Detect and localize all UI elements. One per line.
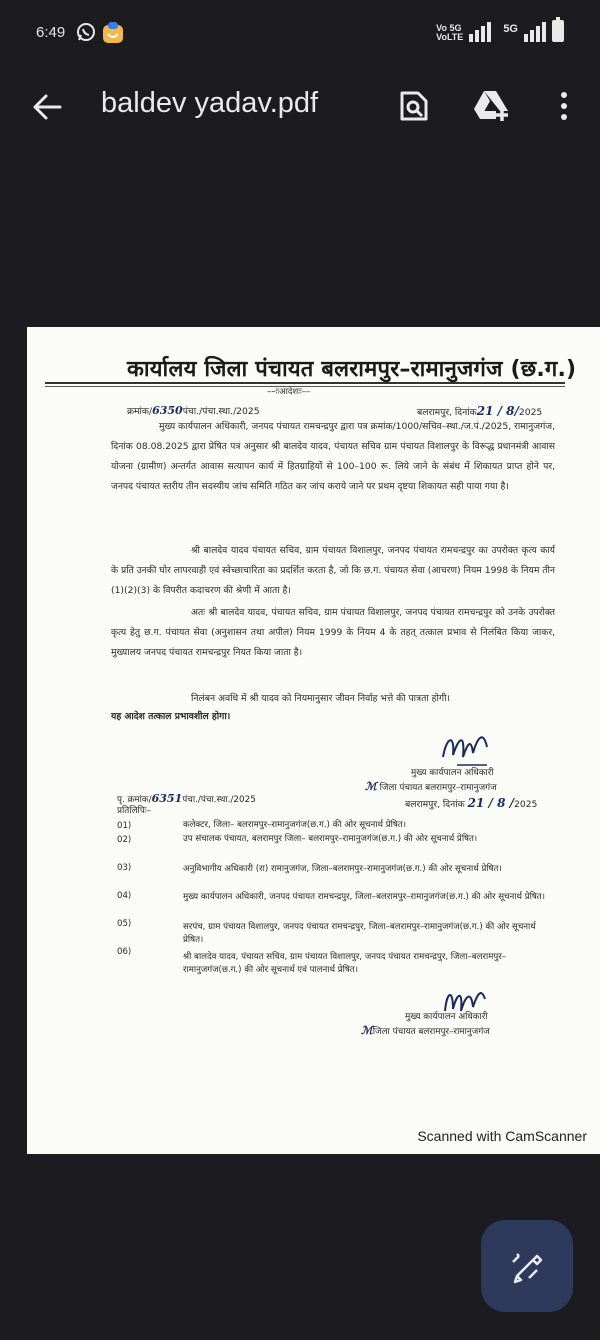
copy-item-6: श्री बालदेव यादव, पंचायत सचिव, ग्राम पंचायत विशालपुर, जनपद पंचायत रामचन्द्रपुर, जिला–बलरामपुर–रामानुजगंज(छ.ग.) की ओर सूचनार्थ एवं पालनार्थ प्रेषित। xyxy=(183,952,507,975)
signatory-office-1: ℳ जिला पंचायत बलरामपुर–रामानुजगंज xyxy=(365,780,497,793)
back-arrow-icon[interactable] xyxy=(30,90,64,124)
document-heading: कार्यालय जिला पंचायत बलरामपुर–रामानुजगंज (छ.ग.) xyxy=(127,357,577,382)
paragraph-1: मुख्य कार्यपालन अधिकारी, जनपद पंचायत रामचन्द्रपुर द्वारा पत्र क्रमांक/1000/सचिव–स्था./ज.पं./2025, रामानुजगंज, दिनांक 08.08.2025 द्वारा प्रेषित पत्र अनुसार श्री बालदेव यादव, पंचायत सचिव ग्राम पंचायत विशालपुर के विरूद्ध प्रधानमंत्री आवास योजना (ग्रामीण) अन्तर्गत आवास सत्यापन कार्य में हितग्राहियों से 100–100 रू. लिये जाने के संबंध में शिकायत प्राप्त होने पर, जनपद पंचायत स्तरीय तीन सदस्यीय जांच समिति गठित कर जांच कराये जाने पर प्रथम दृष्टया शिकायत सही पाया गया है। xyxy=(111,421,555,492)
copy-num-3: 03) xyxy=(117,863,132,873)
copy-item-3: अनुविभागीय अधिकारी (रा) रामानुजगंज, जिला–बलरामपुर–रामानुजगंज(छ.ग.) की ओर सूचनार्थ प्रेषित। xyxy=(183,864,502,874)
signatory-title-1: मुख्य कार्यपालन अधिकारी xyxy=(411,768,494,778)
camscanner-watermark: Scanned with CamScanner xyxy=(417,1128,587,1144)
document-title: baldev yadav.pdf xyxy=(101,87,319,119)
copy-item-5: सरपंच, ग्राम पंचायत विशालपुर, जनपद पंचायत रामचन्द्रपुर, जिला–बलरामपुर–रामानुजगंज(छ.ग.) की ओर सूचनार्थ प्रेषित। xyxy=(183,922,536,945)
status-bar xyxy=(0,0,600,70)
copy-num-2: 02) xyxy=(117,835,132,845)
copy-item-1: कलेक्टर, जिला– बलरामपुर–रामानुजगंज(छ.ग.) की ओर सूचनार्थ प्रेषित। xyxy=(183,820,406,830)
signatory-office-2: ℳजिला पंचायत बलरामपुर–रामानुजगंज xyxy=(361,1024,490,1037)
add-to-drive-icon[interactable] xyxy=(472,86,512,126)
paragraph-2: श्री बालदेव यादव पंचायत सचिव, ग्राम पंचायत विशालपुर, जनपद पंचायत रामचन्द्रपुर का उपरोक्त कृत्य कार्य के प्रति उनकी घोर लापरवाही एवं स्वेच्छाचारिता का प्रदर्शित करता है, जो कि छ.ग. पंचायत सेवा (आचरण) नियम 1998 के नियम तीन (1)(2)(3) के विपरीत कदाचरण की श्रेणी में आता है। xyxy=(111,545,555,596)
place-date: बलरामपुर, दिनांक21 / 8/2025 xyxy=(417,404,543,418)
signal-bars-sim1-icon xyxy=(469,22,491,42)
app-notification-icon xyxy=(102,22,124,48)
search-document-icon[interactable] xyxy=(394,86,434,126)
edit-fab-button[interactable] xyxy=(481,1220,573,1312)
order-label: ––ःःआदेशःः–– xyxy=(267,387,311,397)
copy-num-5: 05) xyxy=(117,919,132,929)
status-time: 6:49 xyxy=(36,24,66,41)
signal-bars-sim2-icon xyxy=(524,22,546,42)
network-indicators xyxy=(436,20,564,42)
signatory-date-1: बलरामपुर, दिनांक 21 / 8 /2025 xyxy=(405,796,538,810)
network-label: Vo 5G VoLTE xyxy=(436,23,464,42)
copy-item-4: मुख्य कार्यपालन अधिकारी, जनपद पंचायत रामचन्द्रपुर, जिला–बलरामपुर–रामानुजगंज(छ.ग.) की ओर सूचनार्थ प्रेषित। xyxy=(183,892,545,902)
copy-num-6: 06) xyxy=(117,947,132,957)
app-bar xyxy=(0,70,600,142)
battery-icon xyxy=(552,20,564,42)
paragraph-3: अतः श्री बालदेव यादव, पंचायत सचिव, ग्राम पंचायत विशालपुर, जनपद पंचायत रामचन्द्रपुर को उनके उपरोक्त कृत्य हेतु छ.ग. पंचायत सेवा (अनुशासन तथा अपील) नियम 1999 के नियम 4 के तहत् तत्काल प्रभाव से निलंबित किया जाकर, मुख्यालय जनपद पंचायत रामचन्द्रपुर नियत किया जाता है। xyxy=(111,607,555,658)
pratilipi-label: प्रतिलिपिः– xyxy=(117,806,151,816)
reference-line: क्रमांक/6350पंचा./पंचा.स्था./2025 xyxy=(127,404,260,417)
more-vert-icon[interactable] xyxy=(544,86,584,126)
paragraph-5: यह आदेश तत्काल प्रभावशील होगा। xyxy=(111,711,231,722)
whatsapp-icon xyxy=(76,22,96,46)
paragraph-4: निलंबन अवधि में श्री यादव को नियमानुसार जीवन निर्वाह भत्ते की पात्रता होगी। xyxy=(191,693,450,704)
pdf-page[interactable] xyxy=(27,327,600,1154)
reference-line-2: पृ. क्रमांक/6351पंचा./पंचा.स्था./2025 xyxy=(117,792,256,805)
copy-num-4: 04) xyxy=(117,891,132,901)
edit-pen-icon xyxy=(509,1248,545,1284)
copy-item-2: उप संचालक पंचायत, बलरामपुर जिला– बलरामपुर–रामानुजगंज(छ.ग.) की ओर सूचनार्थ प्रेषित। xyxy=(183,834,478,844)
network-type-5g: 5G xyxy=(503,23,518,35)
copy-num-1: 01) xyxy=(117,821,132,831)
signatory-title-2: मुख्य कार्यपालन अधिकारी xyxy=(405,1012,488,1022)
